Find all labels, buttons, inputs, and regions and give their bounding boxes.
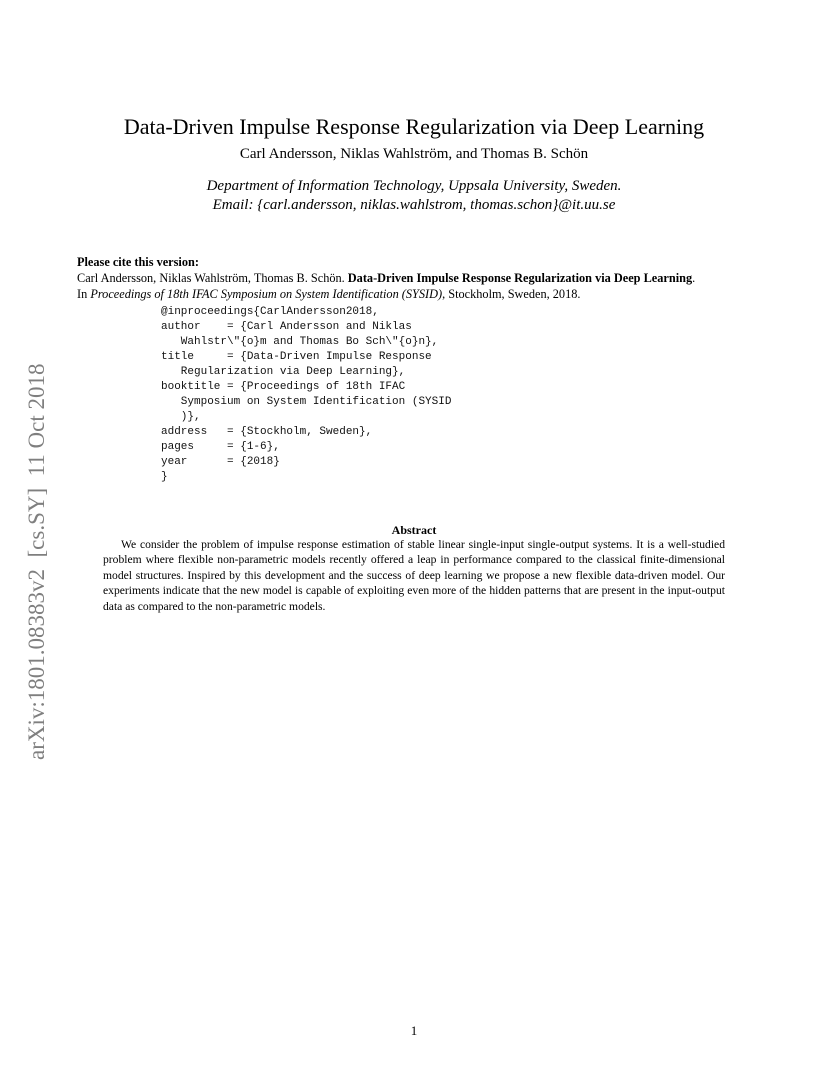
- citation-authors: Carl Andersson, Niklas Wahlström, Thomas B. Schön.: [77, 271, 345, 285]
- bibtex-entry: @inproceedings{CarlAndersson2018, author = {Carl Andersson and Niklas Wahlstr\"{o}m and Thomas Bo Sch\"{o}n}, title = {Data-Driven Impulse Response Regularization via Deep Learning}, booktitle = {Proceedings of 18th IFAC Symposium on System Identification (SYSID )}, address = {Stockholm, Sweden}, pages = {1-6}, year = {2018} }: [161, 306, 452, 483]
- affiliation-block: [0, 177, 828, 215]
- paper-title: Data-Driven Impulse Response Regularization via Deep Learning: [123, 114, 705, 139]
- citation-line-2: [77, 286, 757, 302]
- citation-line-1: [77, 270, 757, 286]
- abstract-heading: Abstract: [391, 523, 437, 537]
- citation-location: , Stockholm, Sweden, 2018.: [442, 287, 581, 301]
- abstract-text: We consider the problem of impulse response estimation of stable linear single-input single-output systems. It is a well-studied problem where flexible non-parametric models recently offered a leap in performance compared to the classical finite-dimensional model structures. Inspired by this development and the success of deep learning we propose a new flexible data-driven model. Our experiments indicate that the new model is capable of exploiting even more of the hidden patterns that are present in the input-output data as compared to the non-parametric models.: [103, 538, 725, 613]
- page-number: 1: [410, 1023, 418, 1038]
- citation-title: Data-Driven Impulse Response Regularization via Deep Learning: [347, 271, 693, 285]
- affiliation: Department of Information Technology, Uppsala University, Sweden.: [206, 178, 622, 194]
- citation-header: Please cite this version:: [77, 255, 199, 269]
- citation-venue: Proceedings of 18th IFAC Symposium on System Identification (SYSID): [90, 287, 443, 301]
- arxiv-identifier: arXiv:1801.08383v2 [cs.SY] 11 Oct 2018: [24, 363, 49, 760]
- citation-block: [77, 254, 757, 302]
- citation-in: In: [77, 287, 88, 301]
- citation-title-period: .: [692, 271, 696, 285]
- author-emails: Email: {carl.andersson, niklas.wahlstrom, thomas.schon}@it.uu.se: [212, 197, 616, 213]
- paper-authors: Carl Andersson, Niklas Wahlström, and Thomas B. Schön: [239, 146, 589, 162]
